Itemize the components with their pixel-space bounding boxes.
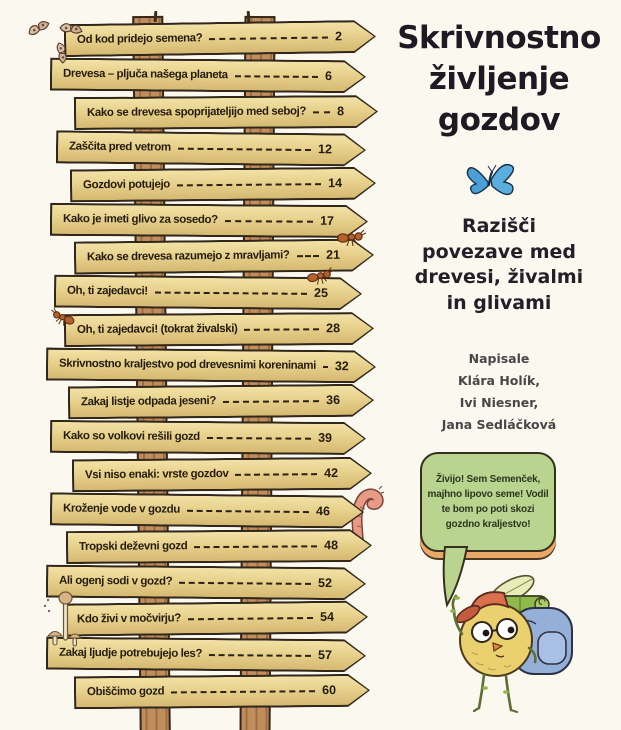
toc-entry-page: 2: [334, 29, 343, 44]
toc-entry: [74, 674, 370, 710]
dash-leader: [178, 148, 311, 151]
toc-entry: [46, 348, 376, 384]
subtitle-line: Razišči: [461, 215, 537, 237]
title-line: Skrivnostno: [397, 20, 601, 56]
speech-bubble: [420, 452, 556, 552]
moth-icon: [57, 18, 86, 40]
toc-entry-label: Zakaj ljudje potrebujejo les?: [58, 646, 203, 660]
toc-entry-page: 6: [324, 69, 333, 84]
title-line: življenje: [428, 61, 570, 97]
bubble-text-line: Živijo! Sem Semenček,: [435, 474, 541, 485]
toc-entry: [68, 384, 374, 420]
toc-entry-page: 48: [324, 538, 339, 553]
toc-entry-label: Kako se drevesa razumejo z mravljami?: [86, 249, 290, 264]
toc-entry-label: Drevesa – pljuča našega planeta: [62, 67, 228, 81]
authors-intro: Napisale: [468, 351, 530, 366]
speech-bubble-tail: [442, 546, 470, 608]
toc-entry-label: Zakaj listje odpada jeseni?: [80, 394, 216, 408]
toc-entry: [64, 600, 368, 636]
toc-entry-page: 14: [328, 176, 343, 191]
subtitle-line: in glivami: [446, 291, 552, 314]
toc-entry-page: 39: [318, 431, 333, 446]
subtitle-line: drevesi, živalmi: [414, 266, 584, 288]
dash-leader: [235, 473, 317, 476]
author-name: Jana Sedláčková: [441, 417, 557, 432]
dash-leader: [207, 437, 311, 440]
toc-entry: [64, 20, 376, 57]
moth-icon: [51, 40, 70, 66]
ant-icon: [46, 304, 78, 330]
moth-icon: [24, 15, 55, 41]
dash-leader: [323, 366, 328, 368]
subtitle-line: povezave med: [422, 240, 576, 263]
toc-entry-page: 21: [326, 248, 341, 263]
twig-legs: [474, 675, 517, 712]
toc-entry-label: Kako je imeti glivo za sosedo?: [62, 212, 218, 226]
book-title: [380, 18, 618, 141]
toc-entry: [50, 492, 364, 528]
toc-entry: [70, 167, 376, 203]
toc-entry-label: Zaščita pred vetrom: [68, 140, 171, 154]
toc-entry-page: 54: [320, 610, 335, 625]
toc-entry-label: Kroženje vode v gozdu: [62, 502, 180, 516]
toc-entry-page: 8: [336, 104, 345, 119]
toc-entry-label: Tropski deževni gozd: [78, 539, 188, 553]
toc-entry: [56, 130, 366, 166]
ant-icon: [336, 227, 368, 247]
dash-leader: [179, 582, 311, 585]
toc-entry: [50, 420, 366, 455]
author-name: Klára Holík,: [457, 373, 541, 388]
toc-entry: [50, 58, 366, 94]
dash-leader: [187, 510, 309, 513]
toc-entry: [50, 203, 368, 238]
dash-leader: [297, 255, 320, 257]
toc-entry-page: 57: [318, 648, 333, 663]
dash-leader: [155, 292, 307, 295]
toc-entry-page: 17: [320, 214, 335, 229]
toc-entry-label: Od kod pridejo semena?: [76, 31, 203, 46]
nail-icon: [247, 11, 251, 22]
dash-leader: [177, 183, 321, 186]
dash-leader: [225, 220, 313, 223]
toc-entry: [72, 457, 372, 493]
toc-entry-label: Kdo živi v močvirju?: [76, 612, 181, 626]
toc-entry-page: 42: [324, 466, 339, 481]
toc-entry-label: Skrivnostno kraljestvo pod drevesnimi koreninami: [58, 357, 316, 372]
toc-entry: [64, 312, 374, 347]
toc-entry-label: Obiščimo gozd: [86, 685, 165, 698]
toc-entry: [74, 95, 378, 130]
toc-entry-label: Vsi niso enaki: vrste gozdov: [84, 467, 229, 481]
dash-leader: [209, 36, 328, 40]
toc-entry-page: 32: [334, 359, 349, 374]
dash-leader: [171, 690, 315, 693]
toc-entry-label: Oh, ti zajedavci!: [66, 284, 148, 298]
dash-leader: [209, 654, 311, 657]
toc-entry-label: Kako se drevesa spoprijateljijo med seboj?: [86, 105, 307, 119]
book-subtitle: [380, 214, 618, 316]
title-line: gozdov: [437, 102, 561, 138]
toc-entry-page: 60: [322, 683, 337, 698]
toc-entry-page: 52: [318, 576, 333, 591]
dash-leader: [244, 328, 319, 331]
toc-entry-label: Ali ogenj sodi v gozd?: [58, 574, 173, 588]
toc-entry-label: Oh, ti zajedavci! (tokrat živalski): [76, 322, 238, 336]
author-name: Ivi Niesner,: [459, 395, 539, 410]
butterfly-icon: [464, 158, 518, 206]
mushroom-icon: [42, 586, 90, 648]
toc-entry: [46, 637, 366, 673]
dash-leader: [223, 400, 319, 403]
dash-leader: [235, 75, 318, 78]
bubble-text-line: majhno lipovo seme! Vodil: [427, 489, 549, 500]
authors-block: [380, 348, 618, 436]
toc-entry-page: 25: [314, 286, 329, 301]
toc-entry: [46, 565, 366, 601]
toc-entry-label: Kako so volkovi rešili gozd: [62, 429, 200, 443]
dash-leader: [194, 545, 317, 548]
toc-entry-page: 12: [318, 142, 333, 157]
dash-leader: [313, 111, 330, 113]
toc-entry-page: 36: [326, 393, 341, 408]
toc-entry-page: 28: [326, 321, 341, 336]
toc-entry: [66, 529, 372, 564]
toc-entry-page: 46: [316, 504, 331, 519]
toc-entry-label: Gozdovi potujejo: [82, 178, 170, 191]
dash-leader: [188, 617, 313, 620]
bubble-text-line: te bom po poti skozi: [441, 504, 535, 515]
bubble-text-line: gozdno kraljestvo!: [445, 519, 531, 530]
